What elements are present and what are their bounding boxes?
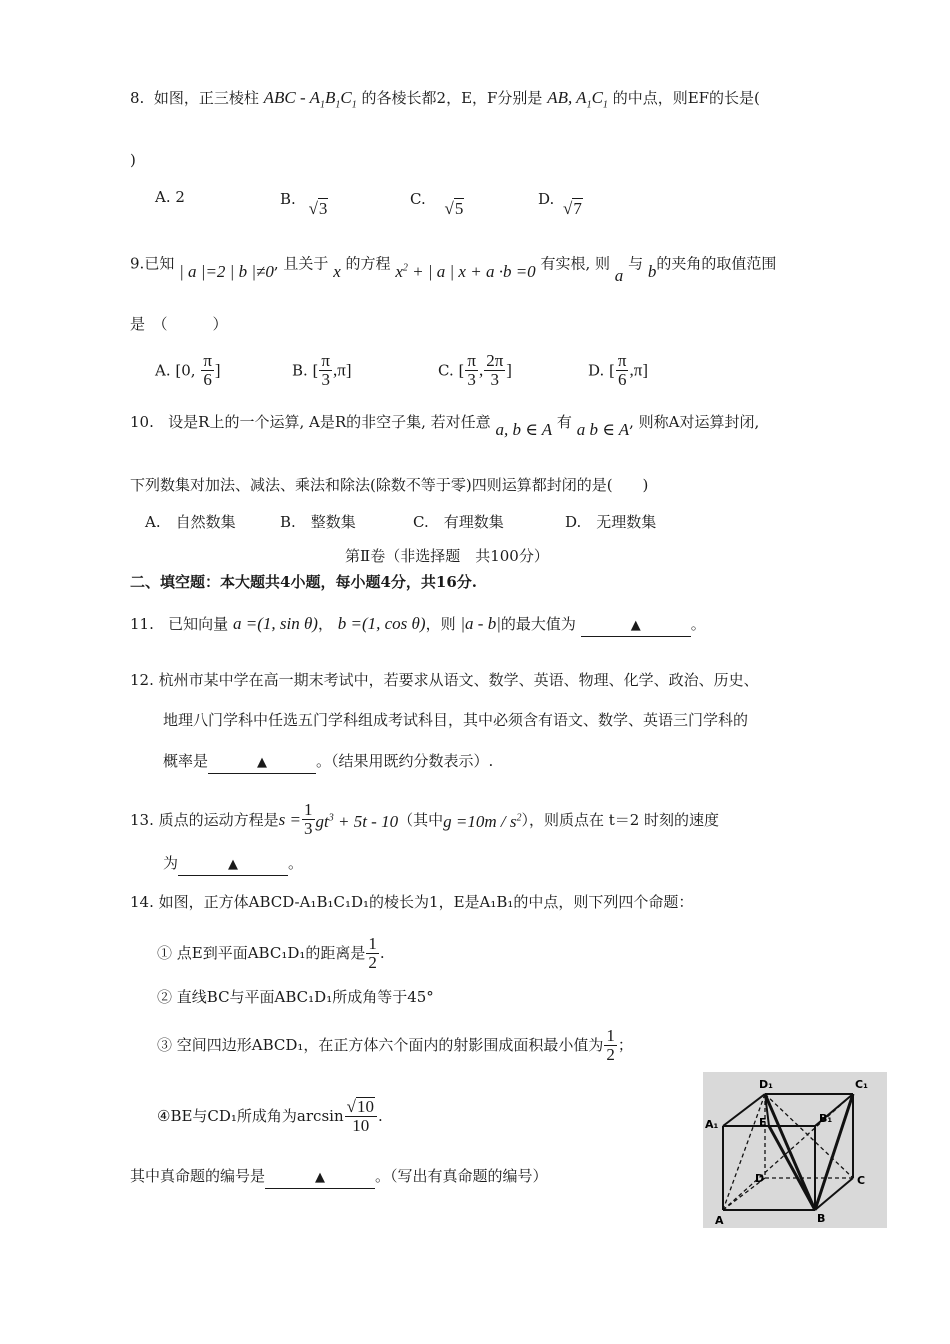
- q10-option-d: D. 无理数集: [565, 513, 657, 531]
- q9-text-d: 有实根, 则: [540, 254, 610, 273]
- q10-line1: [130, 412, 760, 439]
- q8-option-d: D. √ 7: [538, 190, 582, 218]
- q10-text-c: , 则称A对运算封闭,: [629, 413, 760, 431]
- q8-sqrt7: √ 7: [563, 199, 582, 218]
- q13-number: 13.: [130, 810, 154, 829]
- q14-proposition-1: ① 点E到平面ABC₁D₁的距离是 $\frac{1}{2}$ .: [157, 933, 385, 972]
- q8-option-b: B. √ 3: [280, 190, 328, 218]
- q8-text-a: 如图，正三棱柱: [153, 89, 259, 107]
- label-e: E: [759, 1116, 767, 1129]
- q11-text-c: 的最大值为: [500, 615, 576, 633]
- q9-var-x: x: [333, 261, 341, 281]
- diag-a-d1: [723, 1094, 765, 1210]
- q9-option-a: A. [0, $\frac{\pi}{6}$ ]: [155, 351, 221, 389]
- label-b1: B₁: [819, 1112, 833, 1125]
- q14-answer-line: 其中真命题的编号是 ▲ 。（写出有真命题的编号）: [130, 1166, 548, 1189]
- q9-line1: [130, 250, 777, 285]
- q8-segments: AB, $A_1C_1$: [547, 88, 608, 111]
- q13-fraction: $\frac{1}{3}$: [304, 800, 313, 839]
- label-b: B: [817, 1212, 826, 1225]
- cube-figure: [703, 1072, 887, 1228]
- q10-number: 10.: [130, 413, 154, 431]
- q9-text-e: 与: [628, 254, 644, 273]
- label-d: D: [755, 1172, 765, 1185]
- q13-line1: 13. 质点的运动方程是s = $\frac{1}{3}$ $gt^3 + 5t - 10$（其中$g =10m / s^2$），则质点在 t＝2 时刻的速度: [130, 800, 720, 839]
- segment-d1-b: [765, 1094, 815, 1210]
- q11-answer-blank[interactable]: ▲: [581, 614, 691, 637]
- q14-intro: 14. 如图，正方体ABCD-A₁B₁C₁D₁的棱长为1，E是A₁B₁的中点，则下列四个命题：: [130, 893, 694, 911]
- q11-number: 11.: [130, 615, 154, 633]
- q8-line1: [130, 88, 760, 115]
- q11-vector-b: b =(1, cos θ): [337, 614, 426, 633]
- q10-text-a: 设是R上的一个运算, A是R的非空子集, 若对任意: [168, 413, 491, 431]
- q8-prism: ABC - $A_1B_1C_1$: [263, 88, 357, 111]
- q14-number: 14.: [130, 893, 154, 911]
- q12-number: 12.: [130, 671, 154, 689]
- q9-option-d: D. [ $\frac{\pi}{6}$ ,π]: [588, 351, 648, 389]
- q9-vec-b: b: [647, 261, 657, 281]
- q8-option-c: C. √ 5: [410, 190, 464, 218]
- q12-line3: 概率是 ▲ 。（结果用既约分数表示）.: [163, 751, 493, 774]
- q12-line1: 12. 杭州市某中学在高一期末考试中，若要求从语文、数学、英语、物理、化学、政治、历史、: [130, 671, 759, 689]
- q14-proposition-4: ④BE与CD₁所成角为arcsin √ 10 10 .: [157, 1097, 383, 1135]
- q13-answer-blank[interactable]: ▲: [178, 853, 288, 876]
- q12-line2: 地理八门学科中任选五门学科组成考试科目，其中必须含有语文、数学、英语三门学科的: [163, 711, 749, 729]
- q9-number: 9.: [130, 254, 145, 273]
- q10-option-c: C. 有理数集: [413, 513, 504, 531]
- cube-diagram: [703, 1072, 887, 1228]
- q10-option-a: A. 自然数集: [145, 513, 236, 531]
- q14-sqrt-fraction: √ 10 10: [345, 1097, 377, 1135]
- q9-text-f: 的夹角的取值范围: [656, 254, 777, 273]
- q10-result: a b ∈ A: [576, 420, 630, 439]
- q8-sqrt5: √ 5: [444, 199, 464, 218]
- q14-proposition-2: ② 直线BC与平面ABC₁D₁所成角等于45°: [157, 988, 434, 1006]
- label-d1: D₁: [759, 1078, 773, 1091]
- label-a: A: [715, 1214, 724, 1227]
- q9-text-b: , 且关于: [273, 254, 329, 273]
- q8-sqrt3: √ 3: [308, 199, 328, 218]
- q10-text-b: 有: [556, 413, 572, 431]
- q10-option-b: B. 整数集: [280, 513, 356, 531]
- q10-line2: 下列数集对加法、减法、乘法和除法(除数不等于零)四则运算都封闭的是( ): [130, 476, 649, 494]
- q9-vec-a: a: [614, 265, 624, 285]
- q14-proposition-3: ③ 空间四边形ABCD₁，在正方体六个面内的射影围成面积最小值为 $\frac{1}{2}$ ；: [157, 1025, 633, 1064]
- q8-text-c: 的中点，则EF的长是(: [612, 89, 760, 107]
- q13-line2: 为 ▲ 。: [163, 853, 303, 876]
- part2-heading: 二、填空题：本大题共4小题，每小题4分，共16分.: [130, 573, 477, 591]
- q8-option-a: A. 2: [155, 188, 185, 206]
- q10-condition: a, b ∈ A: [495, 420, 553, 439]
- q12-answer-blank[interactable]: ▲: [208, 751, 316, 774]
- label-c: C: [857, 1174, 866, 1187]
- q8-text-b: 的各棱长都2，E，F分别是: [361, 89, 543, 107]
- q8-close: ): [130, 151, 136, 169]
- q11-text-a: 已知向量: [168, 615, 229, 633]
- label-a1: A₁: [705, 1118, 719, 1131]
- q11-text-b: ，则: [425, 615, 456, 633]
- q11-abs: |a - b|: [460, 614, 501, 633]
- q9-option-b: B. [ $\frac{\pi}{3}$ ,π]: [292, 351, 352, 389]
- q8-number: 8.: [130, 89, 145, 107]
- q9-text-c: 的方程: [345, 254, 391, 273]
- label-c1: C₁: [855, 1078, 868, 1091]
- q9-equation: $x^2$ + | a | x + a ·b =0: [395, 261, 536, 281]
- q9-text-a: 已知: [144, 254, 175, 273]
- q9-line2: 是 （ ）: [130, 315, 228, 333]
- q9-condition: | a |=2 | b |≠0: [179, 261, 274, 281]
- q9-option-c: C. [ $\frac{\pi}{3}$ , $\frac{2\pi}{3}$ ]: [438, 351, 512, 389]
- q11-vector-a: a =(1, sin θ): [232, 614, 318, 633]
- q14-answer-blank[interactable]: ▲: [265, 1166, 375, 1189]
- section-heading: 第Ⅱ卷（非选择题 共100分）: [345, 547, 549, 565]
- q13-equation: s =: [278, 809, 301, 829]
- q11-line: 11. 已知向量 a =(1, sin θ)， b =(1, cos θ)，则 |a - b|的最大值为 ▲ 。: [130, 614, 706, 637]
